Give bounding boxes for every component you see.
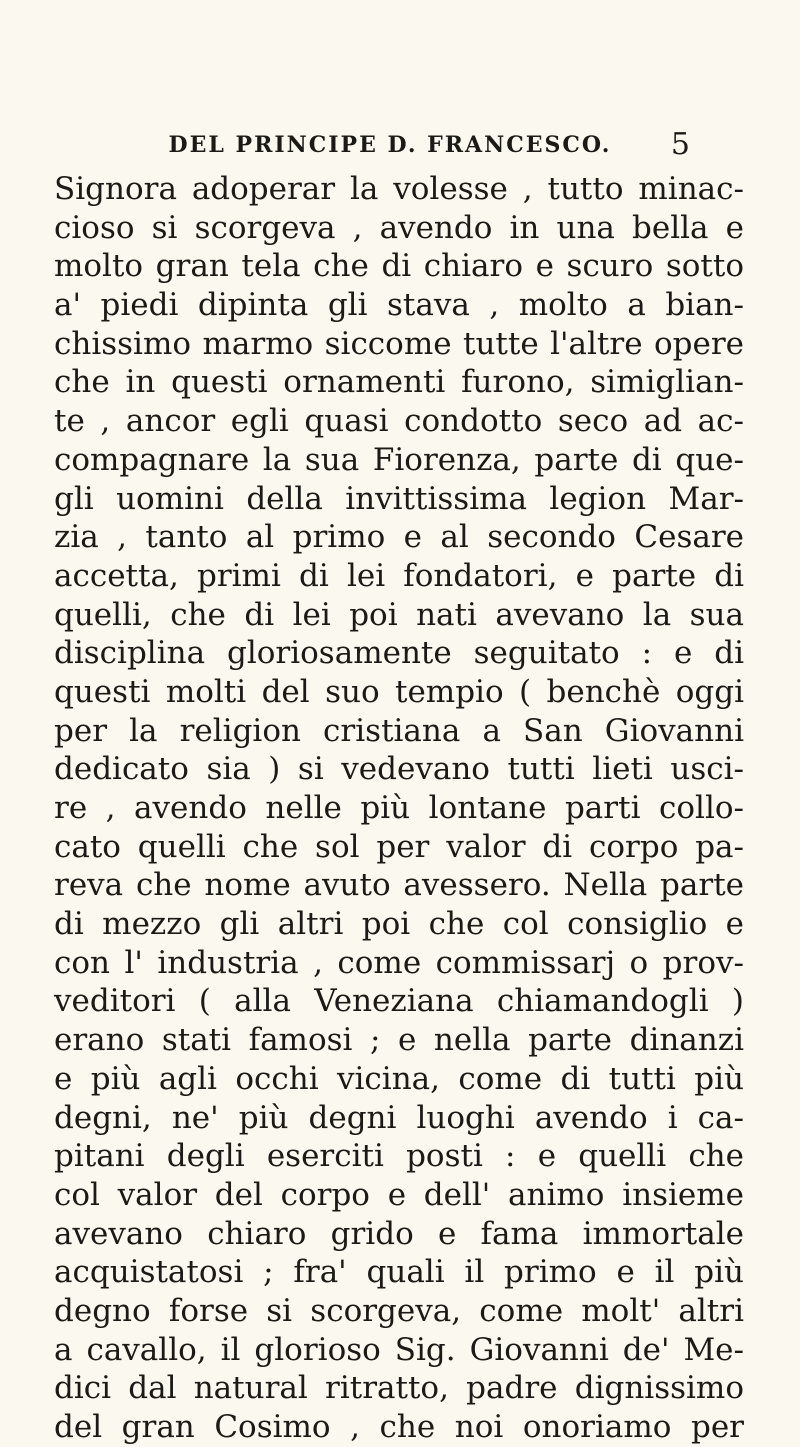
running-head: DEL PRINCIPE D. FRANCESCO. [168, 132, 612, 158]
text-line: compagnare la sua Fiorenza, parte di que- [54, 441, 744, 478]
text-line: gli uomini della invittissima legion Mar- [54, 480, 744, 517]
text-line: accetta, primi di lei fondatori, e parte di [54, 557, 744, 594]
text-line: avevano chiaro grido e fama immortale [54, 1215, 744, 1252]
page-header [130, 126, 690, 164]
text-line: e più agli occhi vicina, come di tutti più [54, 1060, 744, 1097]
text-line: veditori ( alla Veneziana chiamandogli ) [54, 983, 744, 1020]
text-line: a' piedi dipinta gli stava , molto a bian- [54, 287, 744, 324]
text-line: acquistatosi ; fra' quali il primo e il più [54, 1254, 744, 1291]
text-line: disciplina gloriosamente seguitato : e di [54, 635, 744, 672]
text-line: zia , tanto al primo e al secondo Cesare [54, 519, 744, 556]
text-line: del gran Cosimo , che noi onoriamo per [54, 1409, 744, 1445]
text-line: chissimo marmo siccome tutte l'altre opere [54, 325, 744, 362]
text-line: a cavallo, il glorioso Sig. Giovanni de' Me- [54, 1331, 744, 1368]
text-line: col valor del corpo e dell' animo insieme [54, 1176, 744, 1213]
text-line: quelli, che di lei poi nati avevano la sua [54, 596, 744, 633]
text-line: che in questi ornamenti furono, simiglian- [54, 364, 744, 401]
text-line: dedicato sia ) si vedevano tutti lieti usci- [54, 751, 744, 788]
page-number: 5 [670, 127, 690, 162]
text-line: questi molti del suo tempio ( benchè oggi [54, 673, 744, 710]
text-line: erano stati famosi ; e nella parte dinanzi [54, 1022, 744, 1059]
text-line: di mezzo gli altri poi che col consiglio e [54, 906, 744, 943]
text-line: per la religion cristiana a San Giovanni [54, 712, 744, 749]
text-line: molto gran tela che di chiaro e scuro sotto [54, 248, 744, 285]
text-line: cioso si scorgeva , avendo in una bella e [54, 209, 744, 246]
text-line: degni, ne' più degni luoghi avendo i ca- [54, 1099, 744, 1136]
text-line: dici dal natural ritratto, padre dignissimo [54, 1370, 744, 1407]
text-line: cato quelli che sol per valor di corpo pa- [54, 828, 744, 865]
text-line: Signora adoperar la volesse , tutto minac- [54, 171, 744, 207]
text-line: re , avendo nelle più lontane parti collo- [54, 790, 744, 826]
text-line: te , ancor egli quasi condotto seco ad ac- [54, 403, 744, 440]
text-line: degno forse si scorgeva, come molt' altri [54, 1292, 744, 1329]
body-text [54, 170, 744, 1447]
text-line: pitani degli eserciti posti : e quelli che [54, 1138, 744, 1175]
text-line: reva che nome avuto avessero. Nella parte [54, 867, 744, 904]
text-line: con l' industria , come commissarj o prov- [54, 944, 744, 981]
